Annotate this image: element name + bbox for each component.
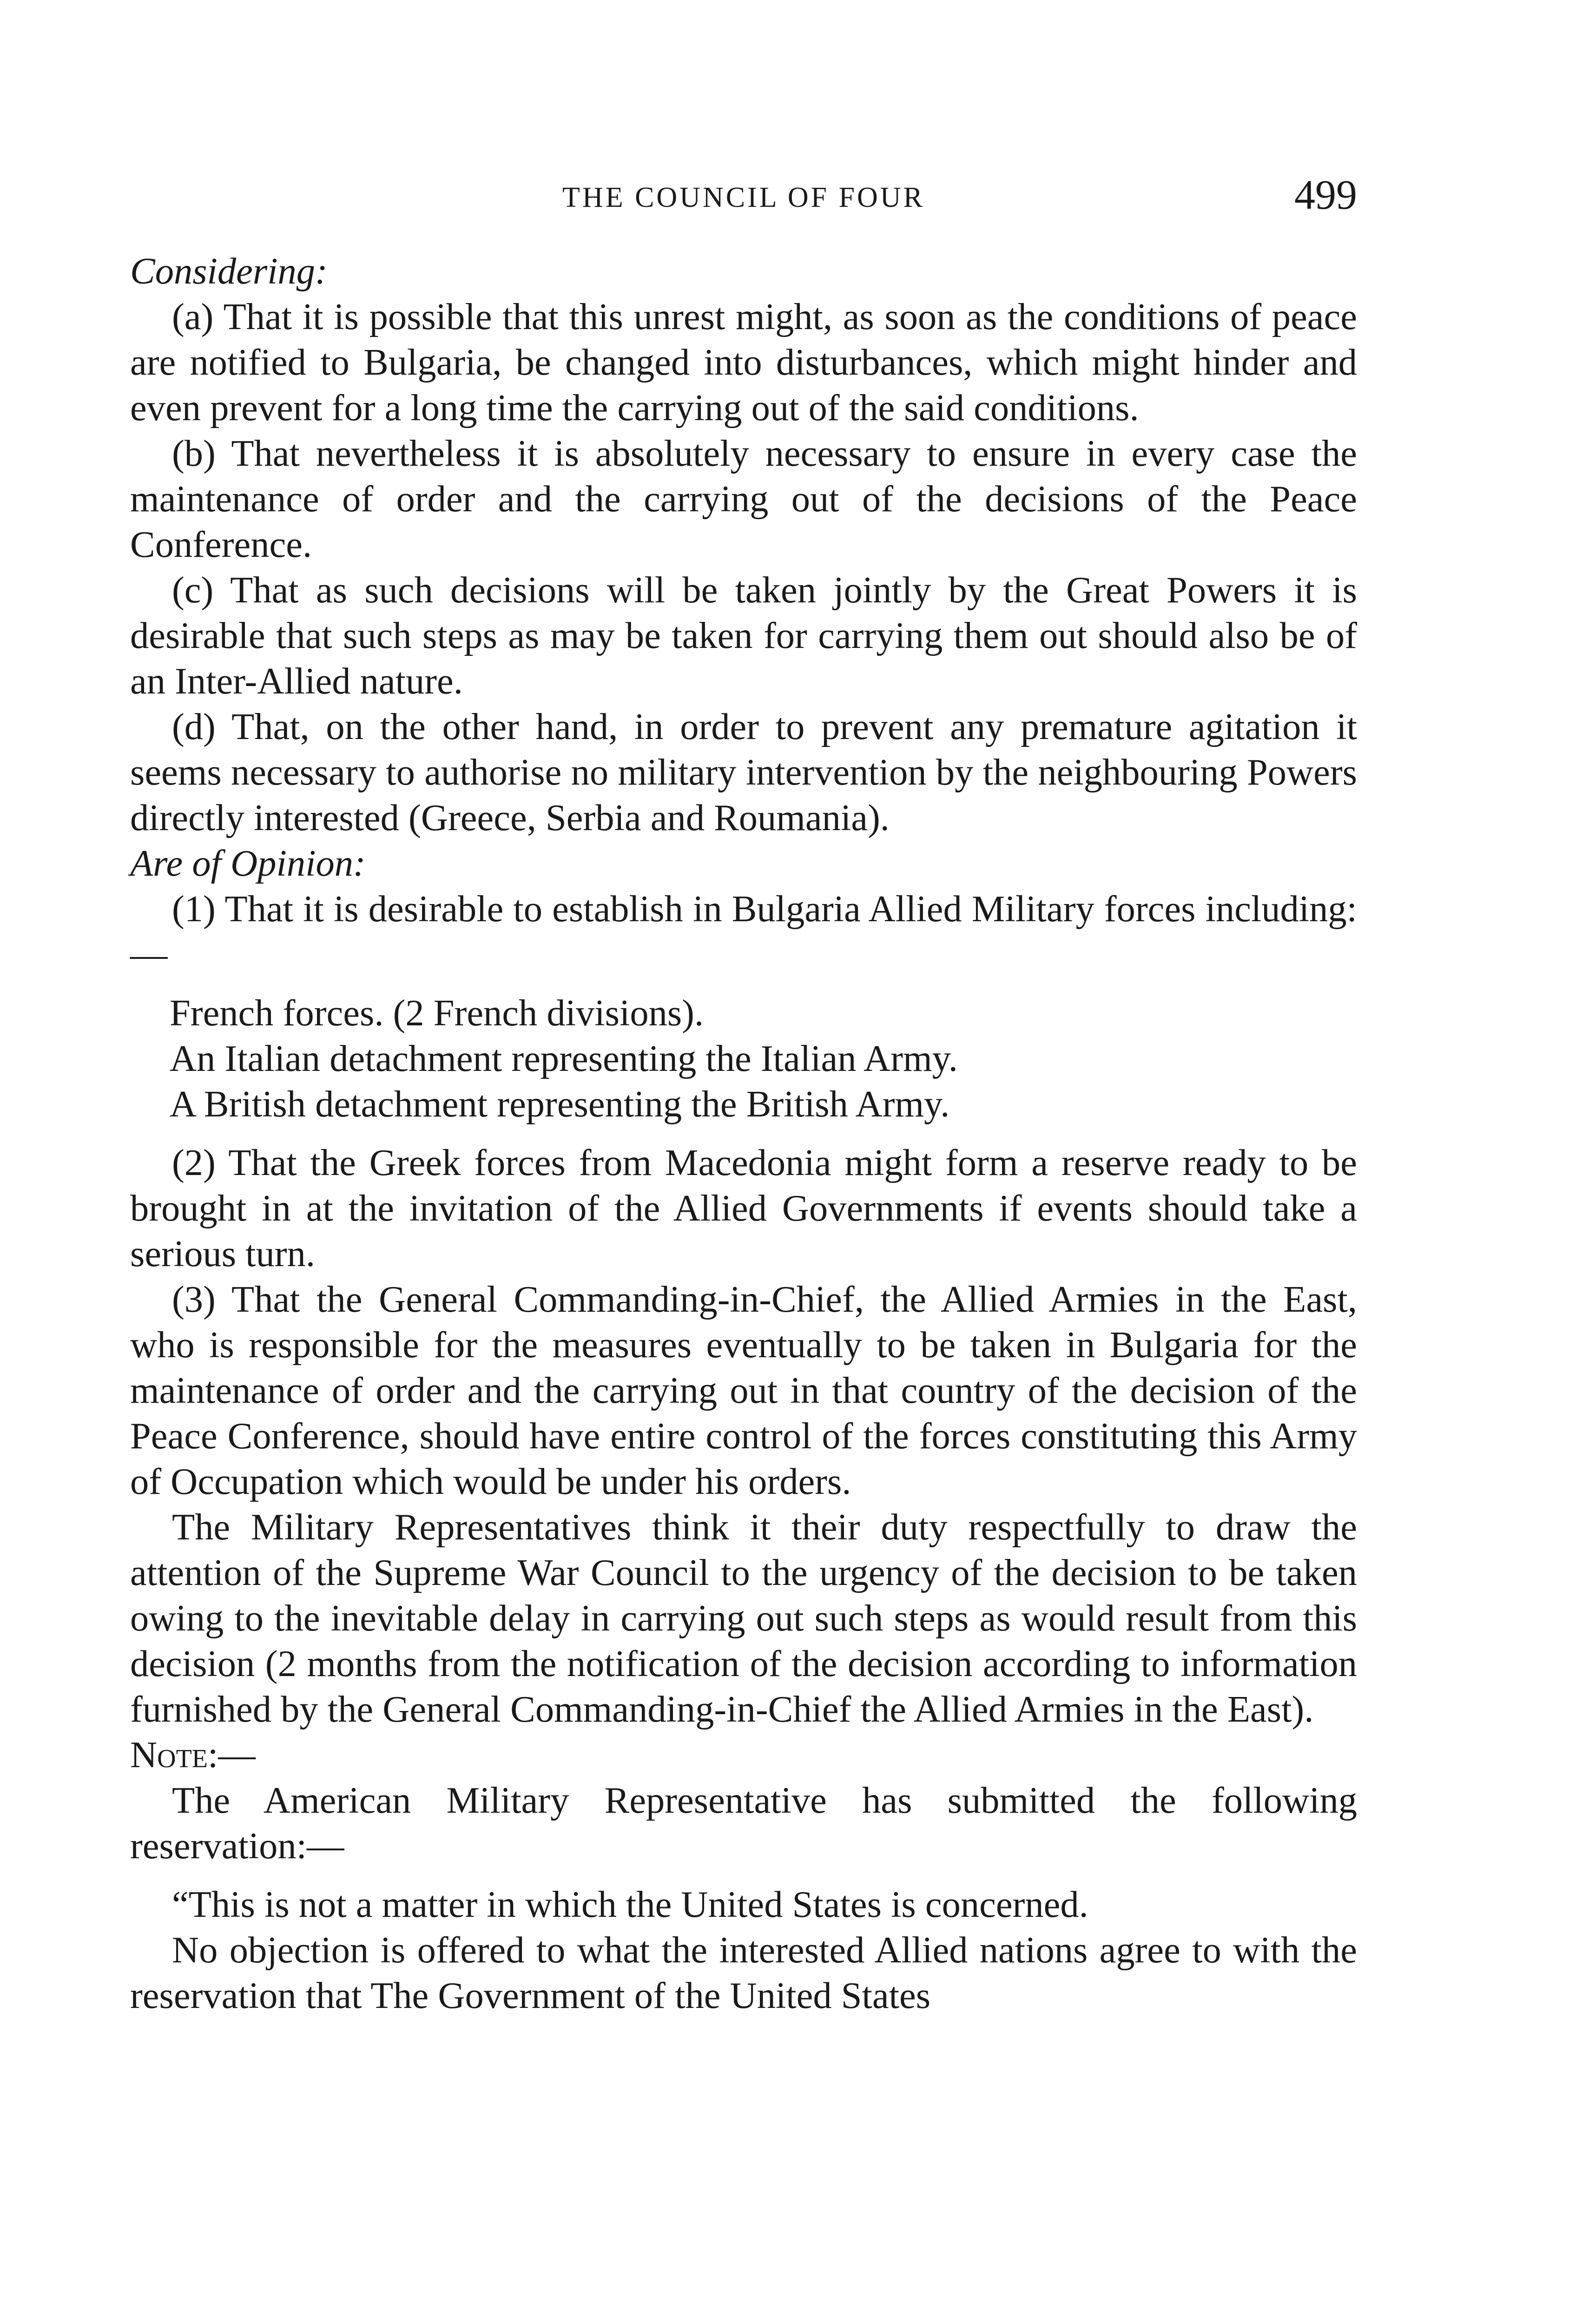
- document-page: [130, 0, 1357, 2324]
- forces-list-item: A British detachment representing the British Army.: [170, 1083, 950, 1125]
- forces-list-item: French forces. (2 French divisions).: [170, 992, 704, 1034]
- paragraph-b: (b) That nevertheless it is absolutely necessary to ensure in every case the maintenance of order and the carrying out of the decisions of the Peace Conference.: [130, 433, 1357, 565]
- note-label: Note:—: [130, 1734, 256, 1776]
- forces-list-item: An Italian detachment representing the Italian Army.: [170, 1038, 958, 1079]
- military-representatives-paragraph: The Military Representatives think it their duty respectfully to draw the attention of the Supreme War Council to the urgency of the decision to be taken owing to the inevitable delay in carrying out such steps as would result from this decision (2 months from the notification of the decision according to information furnished by the General Commanding-in-Chief the Allied Armies in the East).: [130, 1506, 1357, 1730]
- considering-heading: Considering:: [130, 251, 328, 292]
- are-of-opinion-heading: Are of Opinion:: [130, 843, 366, 884]
- paragraph-3: (3) That the General Commanding-in-Chief, the Allied Armies in the East, who is responsible for the measures eventually to be taken in Bulgaria for the maintenance of order and the carrying out in that country of the decision of the Peace Conference, should have entire control of the forces constituting this Army of Occupation which would be under his orders.: [130, 1279, 1357, 1502]
- paragraph-1: (1) That it is desirable to establish in Bulgaria Allied Military forces including:—: [130, 888, 1357, 975]
- running-head: [130, 171, 1357, 222]
- body-text: [130, 249, 1357, 2019]
- running-title: THE COUNCIL OF FOUR: [562, 182, 925, 213]
- forces-list: [170, 990, 1357, 1127]
- paragraph-2: (2) That the Greek forces from Macedonia might form a reserve ready to be brought in at the invitation of the Allied Governments if events should take a serious turn.: [130, 1142, 1357, 1274]
- american-representative-paragraph: The American Military Representative has submitted the following reservation:—: [130, 1780, 1357, 1867]
- paragraph-a: (a) That it is possible that this unrest might, as soon as the conditions of peace are notified to Bulgaria, be changed into disturbances, which might hinder and even prevent for a long time the carrying out of the said conditions.: [130, 296, 1357, 429]
- page-number: 499: [1294, 172, 1357, 218]
- quotation-line-2: No objection is offered to what the interested Allied nations agree to with the reservation that The Government of the United States: [130, 1929, 1357, 2016]
- quotation-line-1: “This is not a matter in which the United States is concerned.: [172, 1884, 1088, 1925]
- paragraph-c: (c) That as such decisions will be taken jointly by the Great Powers it is desirable that such steps as may be taken for carrying them out should also be of an Inter-Allied nature.: [130, 569, 1357, 702]
- paragraph-d: (d) That, on the other hand, in order to prevent any premature agitation it seems necessary to authorise no military intervention by the neighbouring Powers directly interested (Greece, Serbia and Roumania).: [130, 706, 1357, 838]
